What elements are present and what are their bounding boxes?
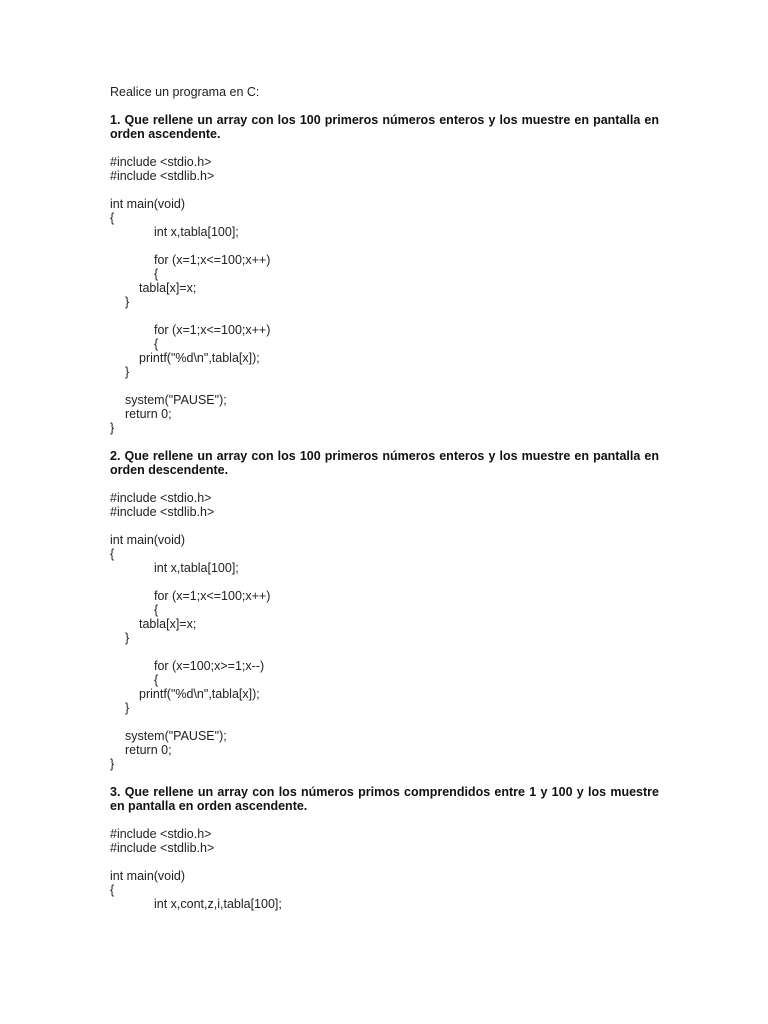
code-line: {	[154, 267, 159, 281]
code-line: {	[110, 547, 115, 561]
code-line: {	[110, 211, 115, 225]
code-line: printf("%d\n",tabla[x]);	[139, 687, 260, 701]
code-line: int main(void)	[110, 533, 186, 547]
question-2-title: 2. Que rellene un array con los 100 primeros números enteros y los muestre en pantalla en orden descendente.	[110, 449, 659, 477]
question-1-code	[110, 155, 659, 435]
code-line: #include <stdlib.h>	[110, 505, 215, 519]
code-line: }	[125, 701, 130, 715]
code-line: #include <stdlib.h>	[110, 841, 215, 855]
code-line: system("PAUSE");	[125, 729, 227, 743]
code-blank-line	[110, 379, 659, 393]
code-blank-line	[110, 645, 659, 659]
code-line: }	[110, 421, 115, 435]
code-blank-line	[110, 519, 659, 533]
code-line: system("PAUSE");	[125, 393, 227, 407]
code-line: #include <stdio.h>	[110, 491, 212, 505]
code-line: int x,tabla[100];	[154, 561, 239, 575]
code-line: }	[110, 757, 115, 771]
code-line: for (x=100;x>=1;x--)	[154, 659, 265, 673]
code-line: #include <stdlib.h>	[110, 169, 215, 183]
code-blank-line	[110, 309, 659, 323]
intro-text: Realice un programa en C:	[110, 85, 260, 99]
code-line: int x,cont,z,i,tabla[100];	[154, 897, 282, 911]
code-line: int main(void)	[110, 197, 186, 211]
question-2-code	[110, 491, 659, 771]
code-line: }	[125, 631, 130, 645]
code-line: #include <stdio.h>	[110, 827, 212, 841]
code-line: }	[125, 295, 130, 309]
code-line: {	[110, 883, 115, 897]
code-line: return 0;	[125, 743, 172, 757]
code-line: {	[154, 603, 159, 617]
code-line: for (x=1;x<=100;x++)	[154, 323, 271, 337]
question-3-code	[110, 827, 659, 911]
document-page	[110, 85, 659, 925]
question-3-title: 3. Que rellene un array con los números primos comprendidos entre 1 y 100 y los muestre en pantalla en orden ascendente.	[110, 785, 659, 813]
code-blank-line	[110, 239, 659, 253]
code-line: int main(void)	[110, 869, 186, 883]
code-line: for (x=1;x<=100;x++)	[154, 253, 271, 267]
code-line: tabla[x]=x;	[139, 617, 197, 631]
question-1-title: 1. Que rellene un array con los 100 primeros números enteros y los muestre en pantalla en orden ascendente.	[110, 113, 659, 141]
code-blank-line	[110, 575, 659, 589]
code-blank-line	[110, 183, 659, 197]
code-line: tabla[x]=x;	[139, 281, 197, 295]
code-line: {	[154, 337, 159, 351]
code-line: printf("%d\n",tabla[x]);	[139, 351, 260, 365]
code-line: return 0;	[125, 407, 172, 421]
code-blank-line	[110, 715, 659, 729]
code-line: }	[125, 365, 130, 379]
code-line: #include <stdio.h>	[110, 155, 212, 169]
code-line: int x,tabla[100];	[154, 225, 239, 239]
code-line: for (x=1;x<=100;x++)	[154, 589, 271, 603]
code-line: {	[154, 673, 159, 687]
code-blank-line	[110, 855, 659, 869]
